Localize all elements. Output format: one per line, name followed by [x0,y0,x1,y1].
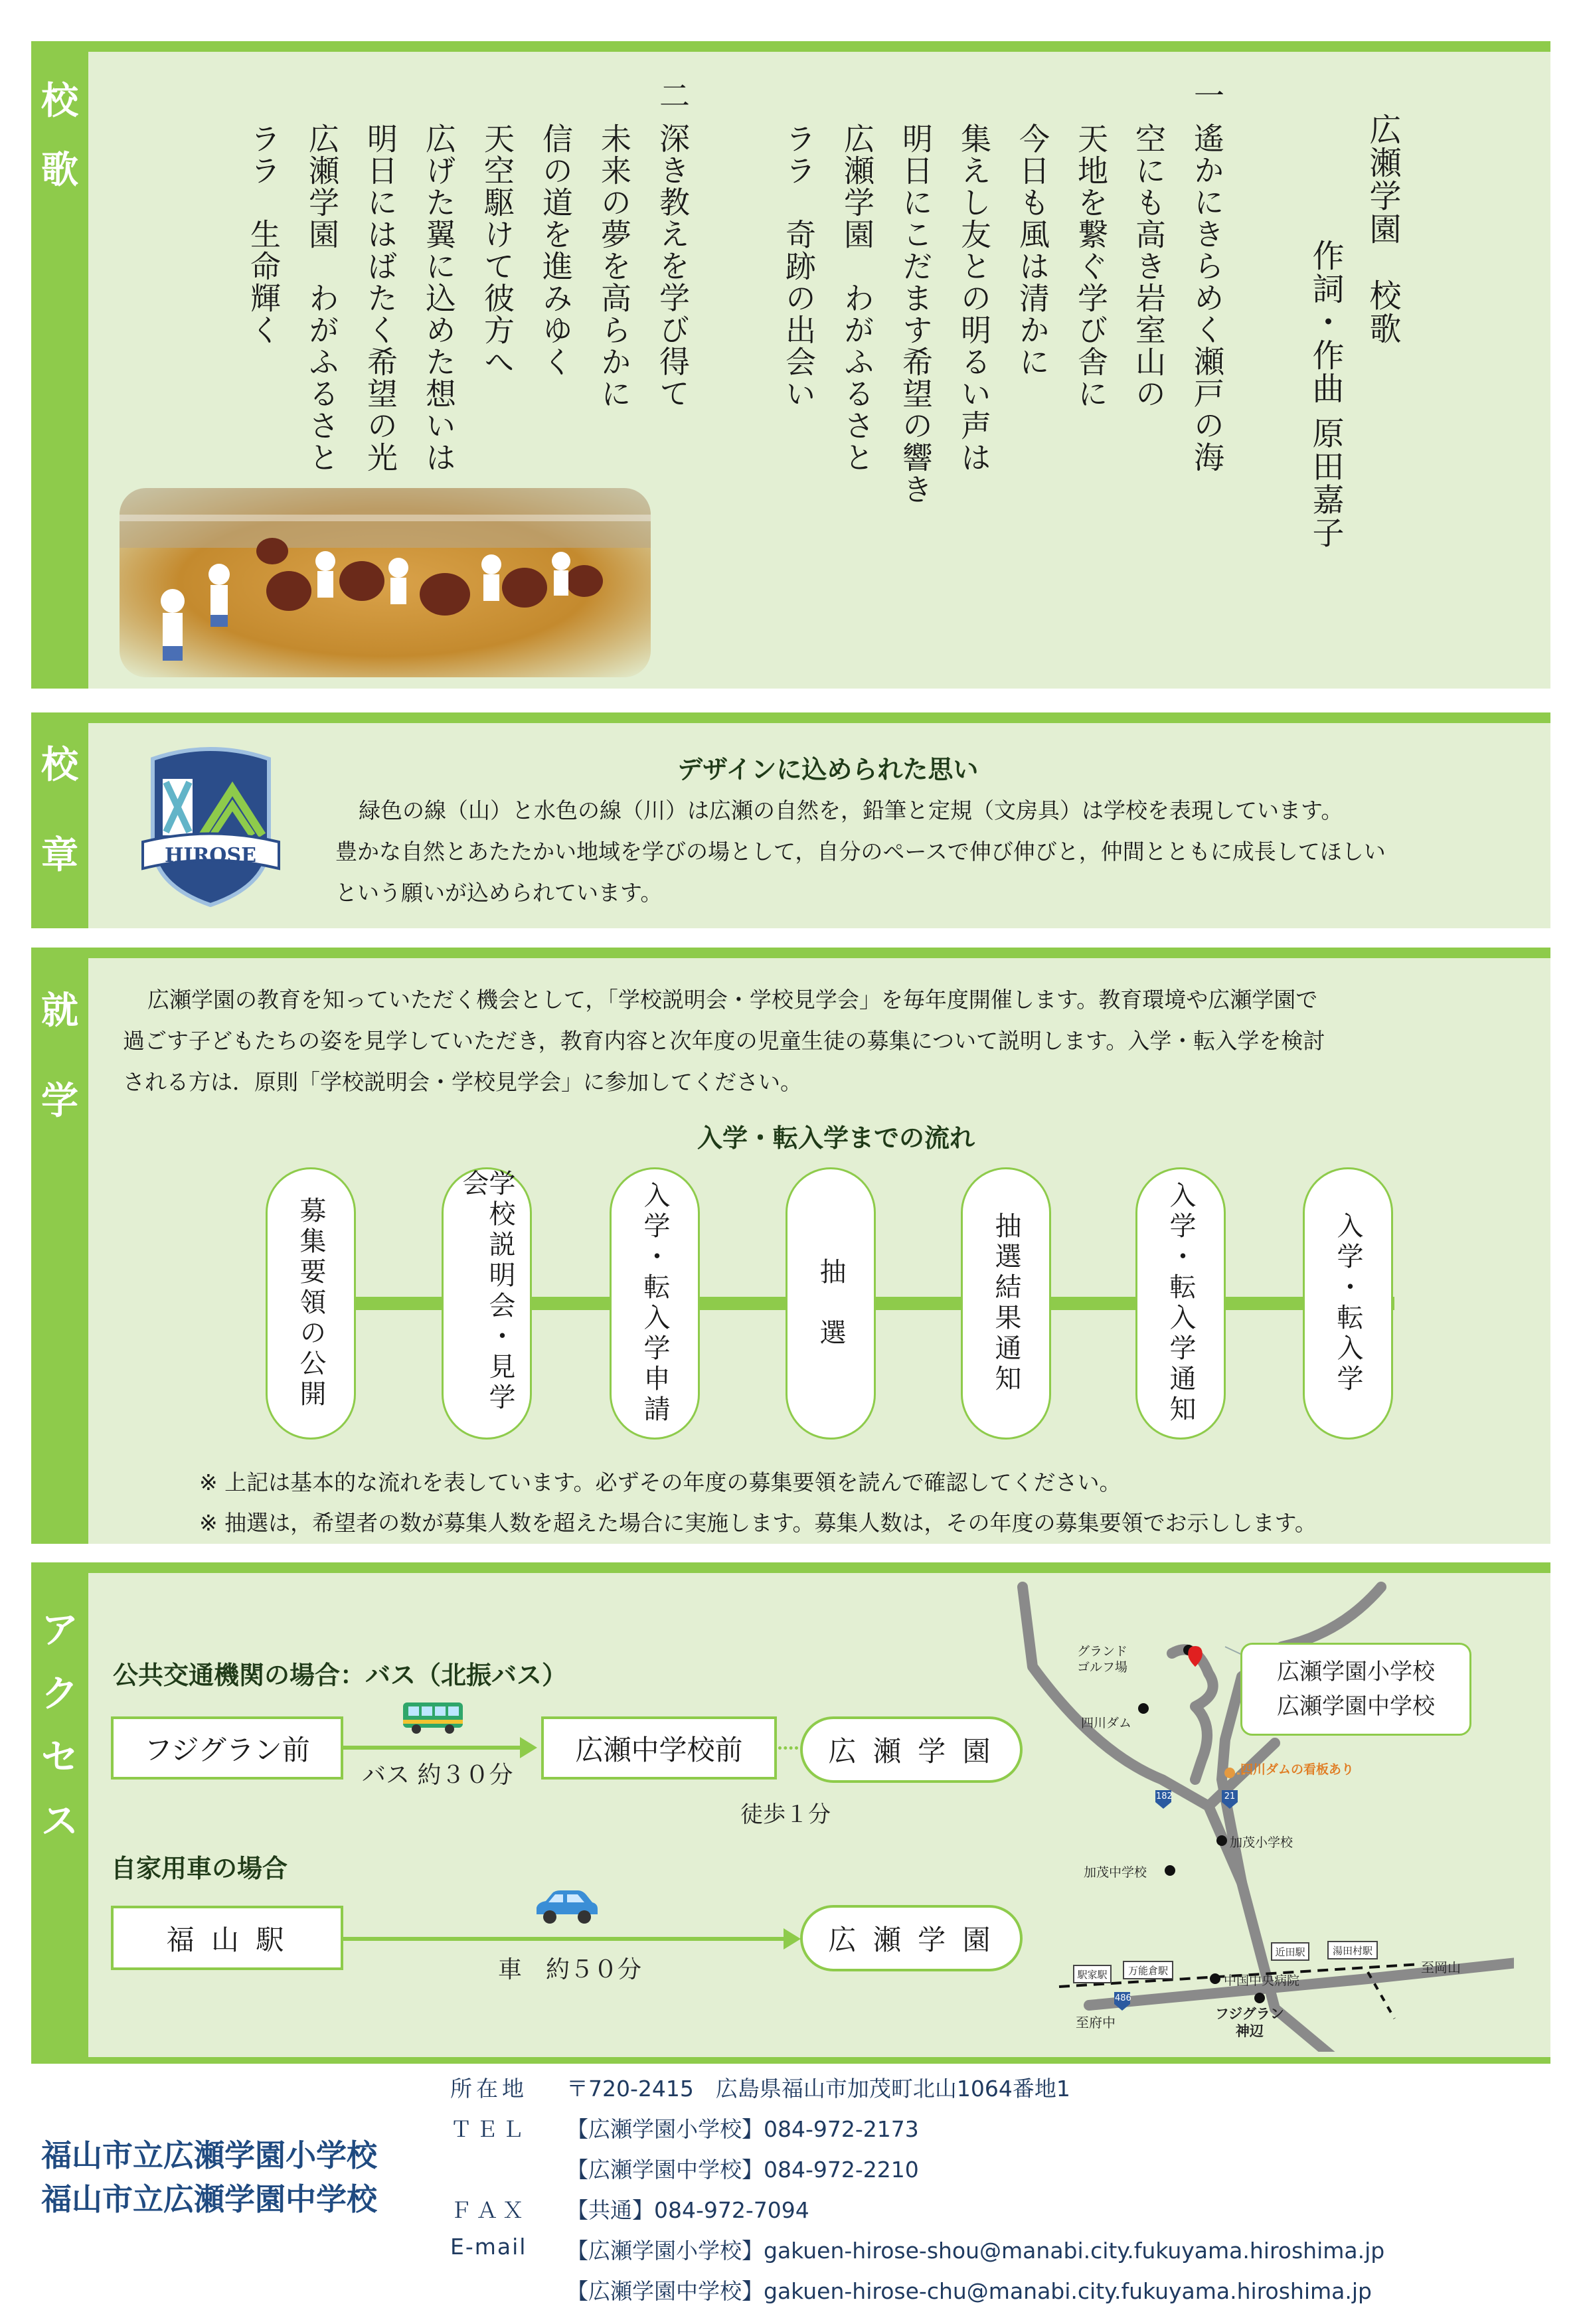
admission-note: ※ 上記は基本的な流れを表しています。必ずその年度の募集要領を読んで確認してください。 [199,1469,1122,1495]
admission-note: ※ 抽選は，希望者の数が募集人数を超えた場合に実施します。募集人数は，その年度の募集要領でお示しします。 [199,1510,1317,1536]
map-hospital: 中国中央病院 [1224,1973,1300,1988]
label-char: ア [41,1609,78,1652]
flow-step [961,1167,1051,1440]
map-dam-label: 四川ダム [1081,1716,1132,1730]
footer-divider [31,2057,1550,2064]
map-station: 近田駅 [1275,1946,1305,1958]
contact-label-email: E-mail [450,2234,527,2260]
label-char: 校 [41,744,78,787]
lyric-line: 信の道を進みゆく [538,123,574,378]
bus-stop-box: 広瀬中学校前 [541,1716,777,1780]
map-sign-label: 四川ダムの看板あり [1240,1762,1355,1777]
label-char: 学 [41,1080,78,1123]
lyric-line: 今日も風は清かに [1015,123,1050,378]
contact-tel-junior-high: 【広瀬学園中学校】084-972-2210 [566,2157,919,2183]
map-text: ゴルフ場 [1077,1660,1128,1675]
lyric-line: 天地を繋ぐ学び舎に [1073,123,1109,410]
callout-line: 広瀬学園中学校 [1277,1693,1435,1720]
lyric-line: 一 遙かにきらめく瀬戸の海 [1189,80,1225,473]
lyric-line: 未来の夢を高らかに [596,123,632,410]
bus-arrowhead [520,1737,537,1758]
flow-step-label: 入学・転入学通知 [1165,1181,1196,1426]
emblem-heading: デザインに込められた思い [677,755,979,784]
flow-step [1135,1167,1226,1440]
walk-connector [778,1746,798,1750]
lyric-line: 集えし友との明るい声は [956,123,992,473]
access-top-line [88,1562,1550,1573]
car-arrowhead [784,1928,801,1950]
contact-label-fax: ＦＡＸ [450,2197,528,2223]
emblem-section-label [31,744,88,877]
map-route-21: 21 [1224,1791,1236,1801]
flow-step-label: 募集要領の公開 [295,1197,326,1410]
label-char: ク [41,1673,78,1716]
bus-heading: 公共交通機関の場合：バス（北振バス） [113,1661,568,1690]
car-heading: 自家用車の場合 [111,1854,288,1883]
map-text: 神辺 [1235,2023,1264,2039]
admission-line: 過ごす子どもたちの姿を見学していただき，教育内容と次年度の児童生徒の募集について説明します。入学・転入学を検討 [123,1028,1325,1054]
contact-address: 〒720-2415 広島県福山市加茂町北山1064番地1 [566,2076,1070,2102]
map-kamo-elem: 加茂小学校 [1230,1835,1293,1850]
bus-destination-box: 広 瀬 学 園 [800,1716,1023,1783]
flow-step [1303,1167,1393,1440]
lyric-line: 二 深き教えを学び得て [655,80,691,410]
map-route-486: 486 [1115,1993,1131,2003]
car-icon [531,1889,601,1928]
map-school-callout [1240,1643,1471,1736]
lyric-line: 天空駆けて彼方へ [479,123,515,378]
flow-step [266,1167,356,1440]
lyric-line: 明日にこだます希望の響き [898,123,934,505]
lyric-line: 空にも高き岩室山の [1131,123,1167,410]
lyric-line: ララ 奇跡の出会い [781,123,817,410]
bus-arrow [343,1746,521,1750]
car-time: 車 約５０分 [498,1956,642,1983]
label-char: 歌 [41,149,78,192]
lyric-line: 広瀬学園 わがふるさと [839,123,875,473]
walk-time: 徒歩１分 [740,1801,831,1828]
map-to-okayama: 至岡山 [1421,1959,1461,1975]
lyric-line: 広げた翼に込めた想いは [421,123,457,473]
lyric-line: 明日にはばたく希望の光 [363,123,398,473]
flow-step [610,1167,700,1440]
emblem-line: 豊かな自然とあたたかい地域を学びの場として，自分のペースで伸び伸びと，仲間とともに成長してほしい [335,839,1386,865]
map-text: フジグラン [1215,2006,1284,2022]
admission-section-label [31,989,88,1123]
map-fujigran [1215,2005,1284,2040]
flow-step-label: 抽選結果通知 [991,1212,1021,1395]
label-char: セ [41,1736,78,1780]
emblem-text: HIROSE [165,844,256,867]
lyric-line: ララ 生命輝く [246,123,282,346]
contact-tel-elementary: 【広瀬学園小学校】084-972-2173 [566,2116,919,2142]
emblem-line: 緑色の線（山）と水色の線（川）は広瀬の自然を，鉛筆と定規（文房具）は学校を表現しています。 [359,797,1343,823]
admission-top-line [88,948,1550,958]
label-char: 章 [41,834,78,877]
bus-time: バス 約３０分 [362,1762,513,1789]
admission-line: 広瀬学園の教育を知っていただく機会として，「学校説明会・学校見学会」を毎年度開催します。教育環境や広瀬学園で [147,987,1318,1013]
flow-step-label: 抽 選 [815,1258,846,1349]
contact-email-junior-high[interactable]: 【広瀬学園中学校】gakuen-hirose-chu@manabi.city.fukuyama.hiroshima.jp [566,2278,1372,2304]
flow-step-label: 入学・転入学 [1333,1212,1363,1395]
anthem-section-label [31,80,88,192]
map-station: 湯田村駅 [1332,1945,1372,1957]
car-origin-box: 福 山 駅 [111,1906,343,1970]
map-text: グランド [1077,1644,1128,1659]
anthem-title: 広瀬学園 校歌 [1364,113,1401,345]
map-station: 駅家駅 [1077,1969,1108,1981]
admission-line: される方は．原則「学校説明会・学校見学会」に参加してください。 [123,1069,802,1095]
emblem-line: という願いが込められています。 [335,880,663,906]
map-route-182: 182 [1156,1791,1173,1801]
flow-step [442,1167,532,1440]
contact-label-tel: ＴＥＬ [450,2116,528,2142]
contact-label-address: 所在地 [450,2076,528,2102]
label-char: 就 [41,989,78,1033]
anthem-credit: 作詞・作曲 原田嘉子 [1307,239,1344,550]
map-to-fuchu: 至府中 [1076,2015,1116,2031]
school-emblem-icon [139,742,282,908]
map-station: 万能倉駅 [1127,1965,1168,1977]
anthem-top-line [88,41,1550,52]
car-destination-box: 広 瀬 学 園 [800,1905,1023,1971]
lyric-line: 広瀬学園 わがふるさと [304,123,340,473]
car-arrow [343,1937,785,1941]
emblem-top-line [88,712,1550,723]
bus-icon [402,1700,465,1737]
flow-step-label: 入学・転入学申請 [639,1181,670,1426]
label-char: 校 [41,80,78,123]
map-kamo-jh: 加茂中学校 [1084,1865,1147,1880]
callout-line: 広瀬学園小学校 [1277,1659,1435,1685]
flow-step [786,1167,876,1440]
access-section-label [31,1609,88,1843]
bus-origin-box: フジグラン前 [111,1716,343,1780]
taiko-drum-photo [120,488,651,677]
map-golf-label [1077,1643,1127,1675]
flow-step-label: 学校説明会・見学会 [458,1169,515,1414]
flow-heading: 入学・転入学までの流れ [697,1123,975,1153]
school-name: 福山市立広瀬学園中学校 [41,2181,377,2217]
contact-email-elementary[interactable]: 【広瀬学園小学校】gakuen-hirose-shou@manabi.city.fukuyama.hiroshima.jp [566,2238,1385,2264]
access-map [996,1580,1514,2052]
contact-fax: 【共通】084-972-7094 [566,2197,809,2223]
label-char: ス [41,1800,78,1843]
school-name: 福山市立広瀬学園小学校 [41,2137,377,2173]
